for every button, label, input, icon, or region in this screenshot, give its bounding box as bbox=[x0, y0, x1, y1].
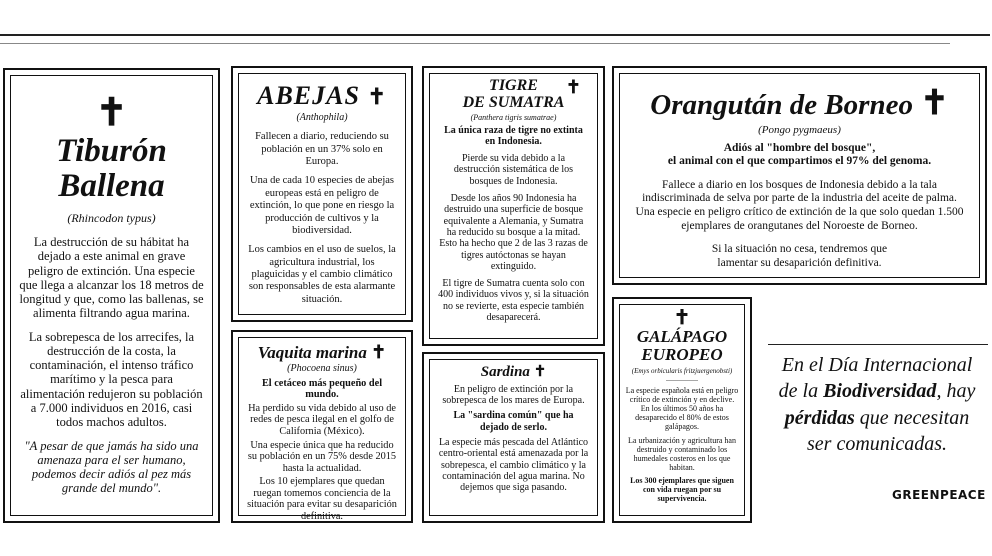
bees-sci-name: (Anthophila) bbox=[296, 112, 348, 124]
cross-icon: ✝ bbox=[565, 77, 581, 97]
bees-title: ABEJAS ✝ bbox=[257, 81, 387, 110]
slogan: En el Día Internacional de la Biodiversidad, hay pérdidas que necesitan ser comunicadas. bbox=[778, 354, 976, 456]
orangutan-lead-2: el animal con el que compartimos el 97% del genoma. bbox=[667, 155, 932, 168]
cross-icon: ✝ bbox=[371, 342, 387, 362]
sardine-p1: En peligro de extinción por la sobrepesca de los mares de Europa. bbox=[442, 383, 585, 407]
obituary-sardine bbox=[422, 352, 605, 523]
obituary-vaquita bbox=[231, 330, 413, 523]
whale-shark-p1: La destrucción de su hábitat ha dejado a este animal en grave peligro de extinción. Una especie que llega a alcanzar los 18 metros de longitud y que, como las ballenas, se alimenta filtrando agua marina. bbox=[19, 235, 204, 320]
obituary-whale-shark bbox=[3, 68, 220, 523]
orangutan-p1: Fallece a diario en los bosques de Indonesia debido a la tala indiscriminada de selva por parte de la industria del aceite de palma. Una especie en peligro crítico de extinción de la que solo quedan 1.500 ejemplares de orangutanes del Noroeste de Borneo. bbox=[635, 178, 964, 232]
obituary-european-turtle bbox=[612, 297, 752, 523]
bees-p1: Fallecen a diario, reduciendo su población en un 37% solo en Europa. bbox=[255, 131, 389, 168]
whale-shark-title: Tiburón Ballena bbox=[56, 133, 167, 204]
turtle-title: GALÁPAGO EUROPEO bbox=[636, 327, 728, 364]
whale-shark-sci-name: (Rhincodon typus) bbox=[67, 211, 156, 226]
slogan-rule-top bbox=[768, 344, 988, 345]
top-rule-thin bbox=[0, 43, 950, 44]
tiger-sci-name: (Panthera tigris sumatrae) bbox=[470, 112, 557, 122]
top-rule bbox=[0, 34, 990, 36]
turtle-p2: La urbanización y agricultura han destruido y contaminado los humedales costeros en los que habitan. bbox=[628, 435, 736, 472]
orangutan-p2: Si la situación no cesa, tendremos que lamentar su desaparición definitiva. bbox=[711, 243, 888, 269]
obituary-orangutan bbox=[612, 66, 987, 285]
sardine-lead: La "sardina común" que ha dejado de serlo. bbox=[453, 410, 574, 433]
cross-icon: ✝ bbox=[673, 307, 691, 329]
whale-shark-quote: "A pesar de que jamás ha sido una amenaza para el ser humano, podemos decir adiós al pez más grande del mundo". bbox=[24, 438, 199, 496]
greenpeace-logo: GREENPEACE bbox=[892, 488, 986, 502]
cross-icon: ✝ bbox=[533, 364, 547, 380]
vaquita-lead: El cetáceo más pequeño del mundo. bbox=[261, 377, 383, 401]
turtle-sci-name: (Emys orbicularis fritzjuergenobsti) bbox=[631, 366, 733, 375]
turtle-separator: ................ bbox=[666, 373, 698, 383]
vaquita-p2: Una especie única que ha reducido su población en un 75% desde 2015 hasta la actualidad. bbox=[247, 439, 397, 474]
tiger-p3: El tigre de Sumatra cuenta solo con 400 individuos vivos y, si la situación no se revierte, esta especie también desaparecerá. bbox=[438, 278, 589, 324]
obituary-sumatran-tiger bbox=[422, 66, 605, 346]
tiger-title: TIGRE DE SUMATRA ✝ bbox=[462, 77, 581, 111]
cross-icon: ✝ bbox=[920, 85, 949, 122]
bees-p2: Una de cada 10 especies de abejas europeas está en peligro de extinción, lo que pone en riesgo la producción de cultivos y la biodiversidad. bbox=[249, 175, 395, 236]
vaquita-sci-name: (Phocoena sinus) bbox=[287, 362, 357, 374]
whale-shark-p2: La sobrepesca de los arrecifes, la destrucción de la costa, la contaminación, el intenso tráfico marítimo y la pesca para alimentación redujeron su población a 7.000 individuos en 2016, casi todos machos adultos. bbox=[20, 330, 203, 429]
turtle-lead: Los 300 ejemplares que siguen con vida ruegan por su supervivencia. bbox=[630, 475, 734, 504]
vaquita-p3: Los 10 ejemplares que quedan ruegan tomemos conciencia de la situación para evitar su desaparición definitiva. bbox=[247, 476, 397, 522]
sardine-title: Sardina ✝ bbox=[480, 364, 547, 380]
sardine-p2: La especie más pescada del Atlántico centro-oriental está amenazada por la sobrepesca, el cambio climático y la contaminación del agua marina. No dejemos que siga pasando. bbox=[438, 436, 589, 494]
orangutan-sci-name: (Pongo pygmaeus) bbox=[758, 123, 841, 136]
orangutan-lead-1: Adiós al "hombre del bosque", bbox=[723, 141, 876, 154]
tiger-p2: Desde los años 90 Indonesia ha destruido una superficie de bosque equivalente a Alemania, y Sumatra ha reducido su bosque a la mitad. Esto ha hecho que 2 de las 3 razas de tigres autóctonas se hayan extinguido. bbox=[439, 193, 588, 272]
vaquita-title: Vaquita marina ✝ bbox=[257, 342, 387, 362]
bees-p3: Los cambios en el uso de suelos, la agricultura industrial, los plaguicidas y el cambio climático son responsables de esta alarmante situación. bbox=[248, 244, 396, 305]
tiger-p1: Pierde su vida debido a la destrucción sistemática de los bosques de Indonesia. bbox=[453, 153, 574, 187]
obituary-bees bbox=[231, 66, 413, 322]
cross-icon: ✝ bbox=[367, 84, 387, 109]
tiger-lead: La única raza de tigre no extinta en Indonesia. bbox=[444, 124, 583, 147]
vaquita-p1: Ha perdido su vida debido al uso de redes de pesca ilegal en el golfo de California (México). bbox=[248, 402, 396, 438]
cross-icon: ✝ bbox=[95, 92, 128, 134]
orangutan-title: Orangután de Borneo ✝ bbox=[650, 85, 949, 122]
turtle-p1: La especie española está en peligro crítico de extinción y en declive. En los últimos 50 años ha desaparecido el 80% de estos galápagos. bbox=[625, 385, 739, 431]
